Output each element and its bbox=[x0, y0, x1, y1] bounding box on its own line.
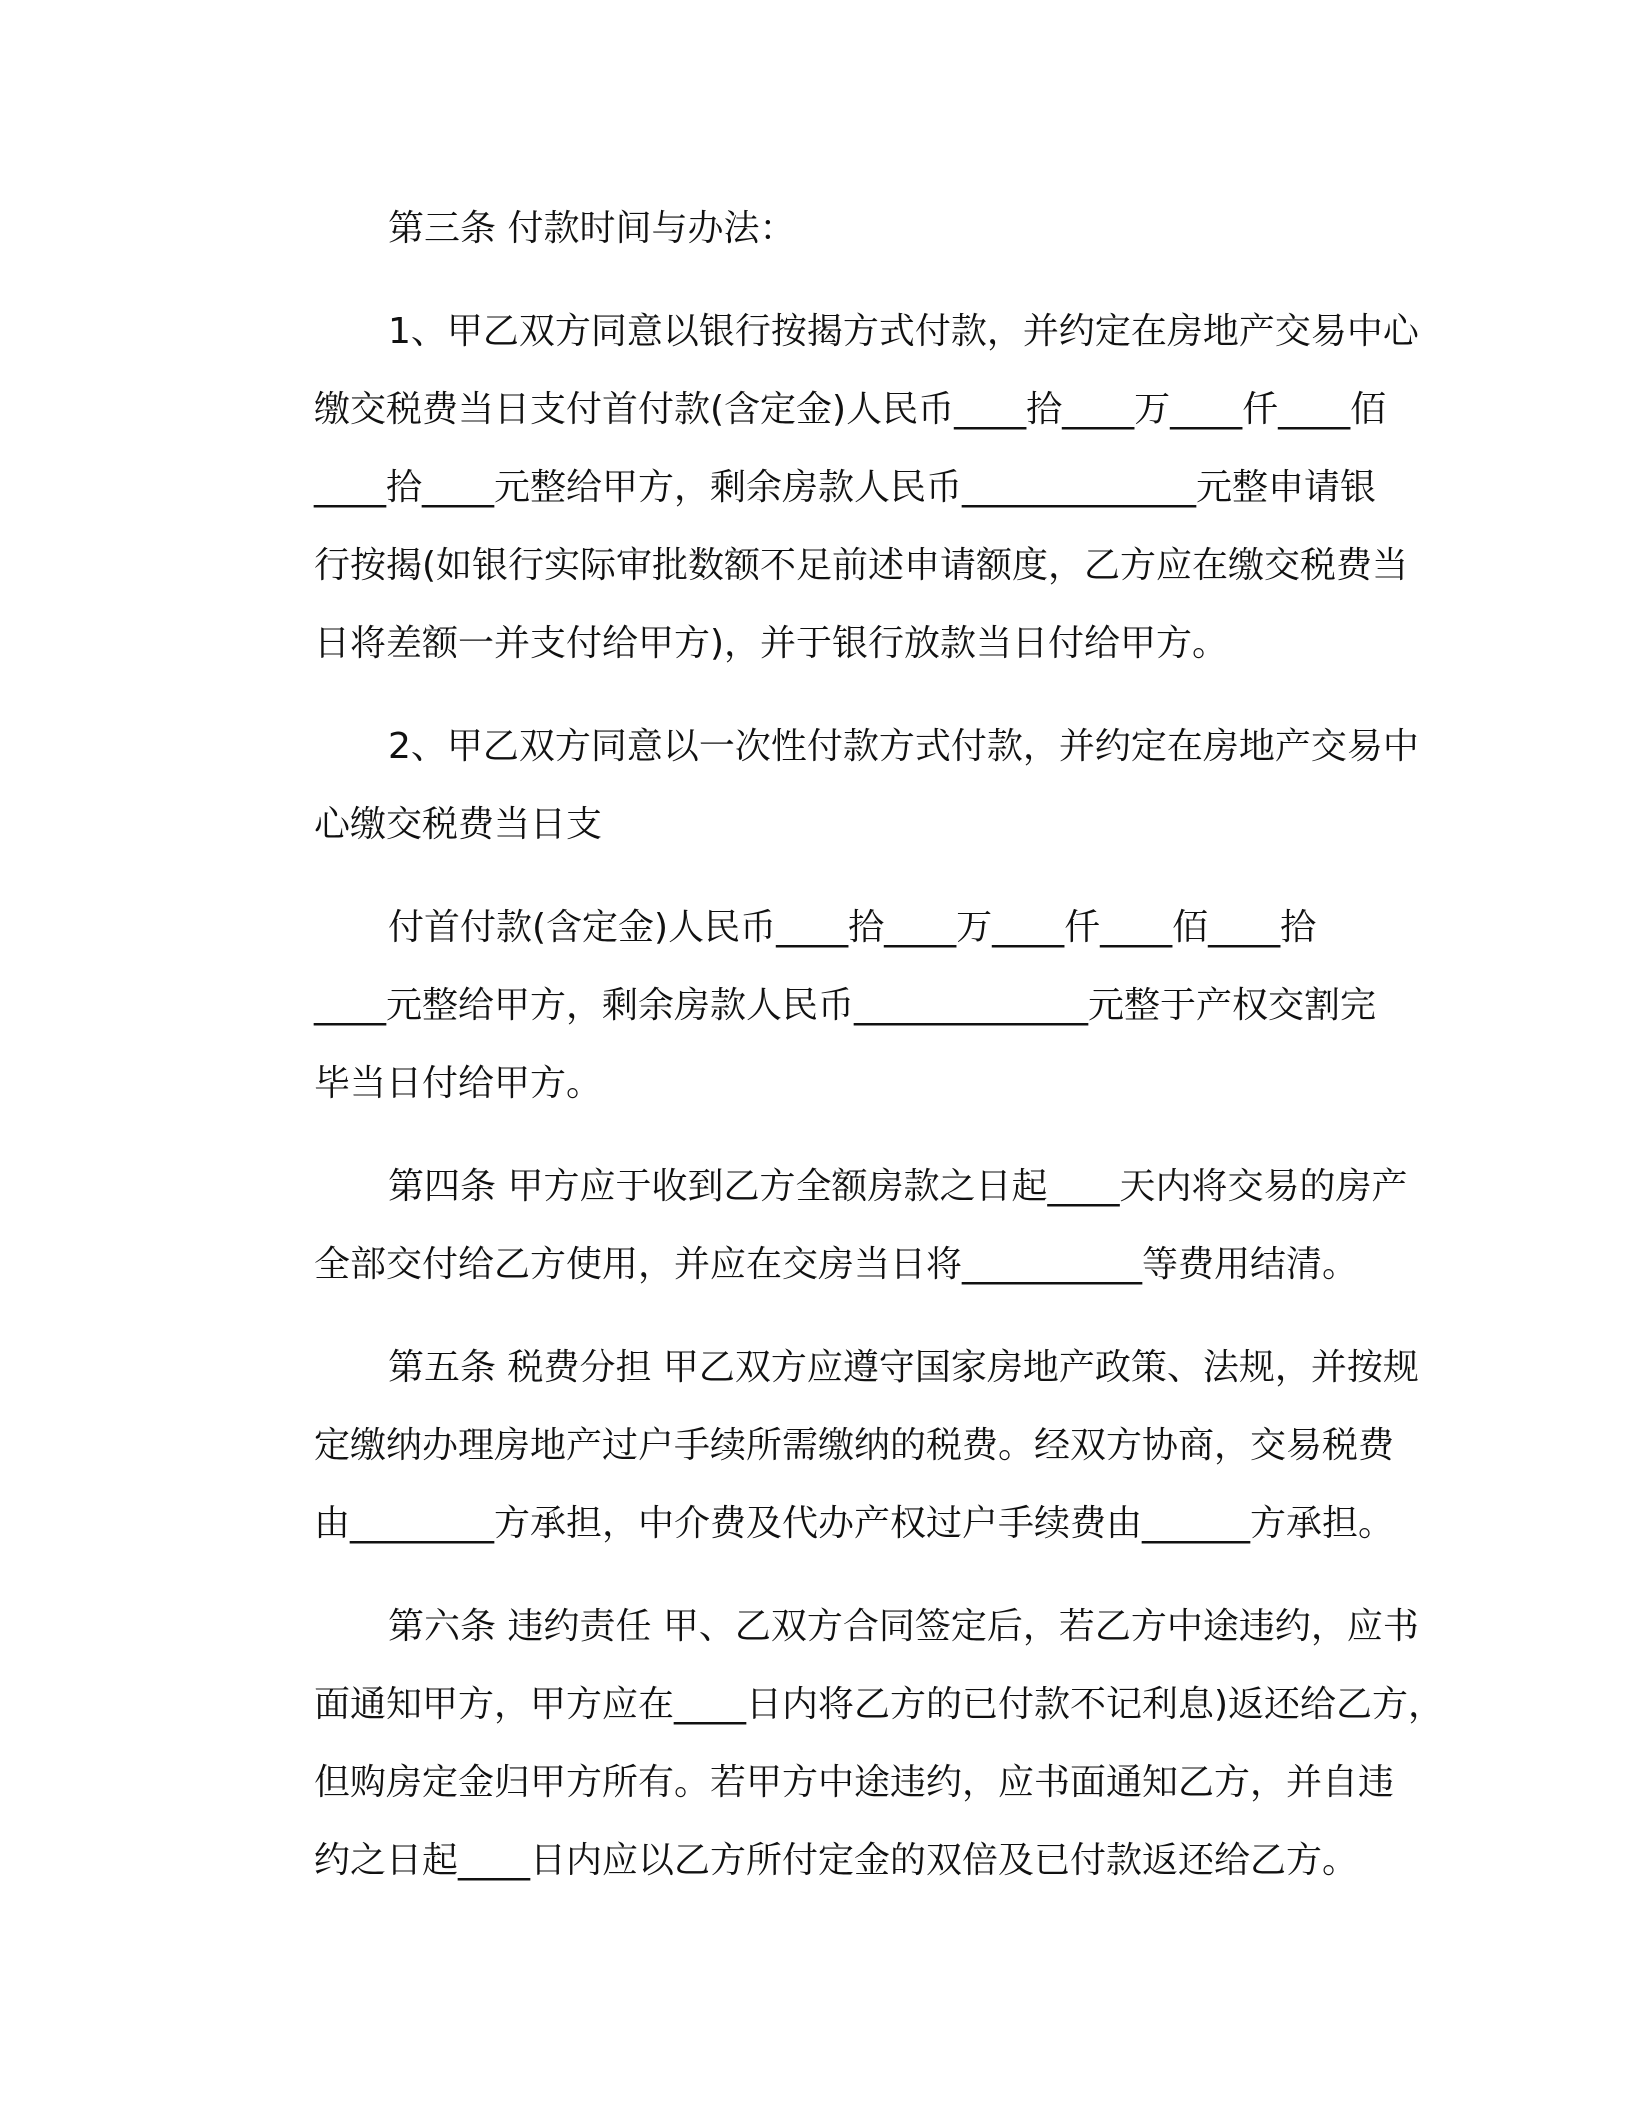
article4 bbox=[240, 1148, 1410, 1304]
article3-heading-text: 第三条 付款时间与办法： bbox=[388, 208, 796, 249]
text-line: 第六条 违约责任 甲、乙双方合同签定后，若乙方中途违约，应书 bbox=[388, 1606, 1419, 1647]
text-line: 由________方承担，中介费及代办产权过户手续费由______方承担。 bbox=[314, 1503, 1395, 1544]
article3-item2 bbox=[240, 708, 1419, 864]
article5 bbox=[240, 1329, 1419, 1563]
article6 bbox=[240, 1588, 1445, 1900]
article3-item1 bbox=[240, 293, 1419, 683]
text-line: 毕当日付给甲方。 bbox=[314, 1063, 603, 1104]
text-line: 第四条 甲方应于收到乙方全额房款之日起____天内将交易的房产 bbox=[388, 1166, 1408, 1207]
text-line: 但购房定金归甲方所有。若甲方中途违约，应书面通知乙方，并自违 bbox=[314, 1762, 1395, 1803]
text-line: 行按揭(如银行实际审批数额不足前述申请额度，乙方应在缴交税费当 bbox=[314, 545, 1409, 586]
text-line: 约之日起____日内应以乙方所付定金的双倍及已付款返还给乙方。 bbox=[314, 1840, 1359, 1881]
text-line: 日将差额一并支付给甲方)，并于银行放款当日付给甲方。 bbox=[314, 623, 1229, 664]
text-line: ____元整给甲方，剩余房款人民币_____________元整于产权交割完 bbox=[314, 985, 1377, 1026]
article3-item2-continued bbox=[240, 889, 1410, 1123]
article3-heading bbox=[240, 190, 1410, 268]
text-line: 第五条 税费分担 甲乙双方应遵守国家房地产政策、法规，并按规 bbox=[388, 1347, 1419, 1388]
text-line: 心缴交税费当日支 bbox=[314, 804, 603, 845]
text-line: 1、甲乙双方同意以银行按揭方式付款，并约定在房地产交易中心 bbox=[388, 311, 1419, 352]
text-line: 2、甲乙双方同意以一次性付款方式付款，并约定在房地产交易中 bbox=[388, 726, 1419, 767]
text-line: 付首付款(含定金)人民币____拾____万____仟____佰____拾 bbox=[388, 907, 1317, 948]
text-line: 定缴纳办理房地产过户手续所需缴纳的税费。经双方协商，交易税费 bbox=[314, 1425, 1395, 1466]
text-line: 全部交付给乙方使用，并应在交房当日将__________等费用结清。 bbox=[314, 1244, 1359, 1285]
text-line: 缴交税费当日支付首付款(含定金)人民币____拾____万____仟____佰 bbox=[314, 389, 1387, 430]
document-page bbox=[240, 190, 1445, 1900]
text-line: 面通知甲方，甲方应在____日内将乙方的已付款不记利息)返还给乙方， bbox=[314, 1684, 1445, 1725]
text-line: ____拾____元整给甲方，剩余房款人民币_____________元整申请银 bbox=[314, 467, 1377, 508]
